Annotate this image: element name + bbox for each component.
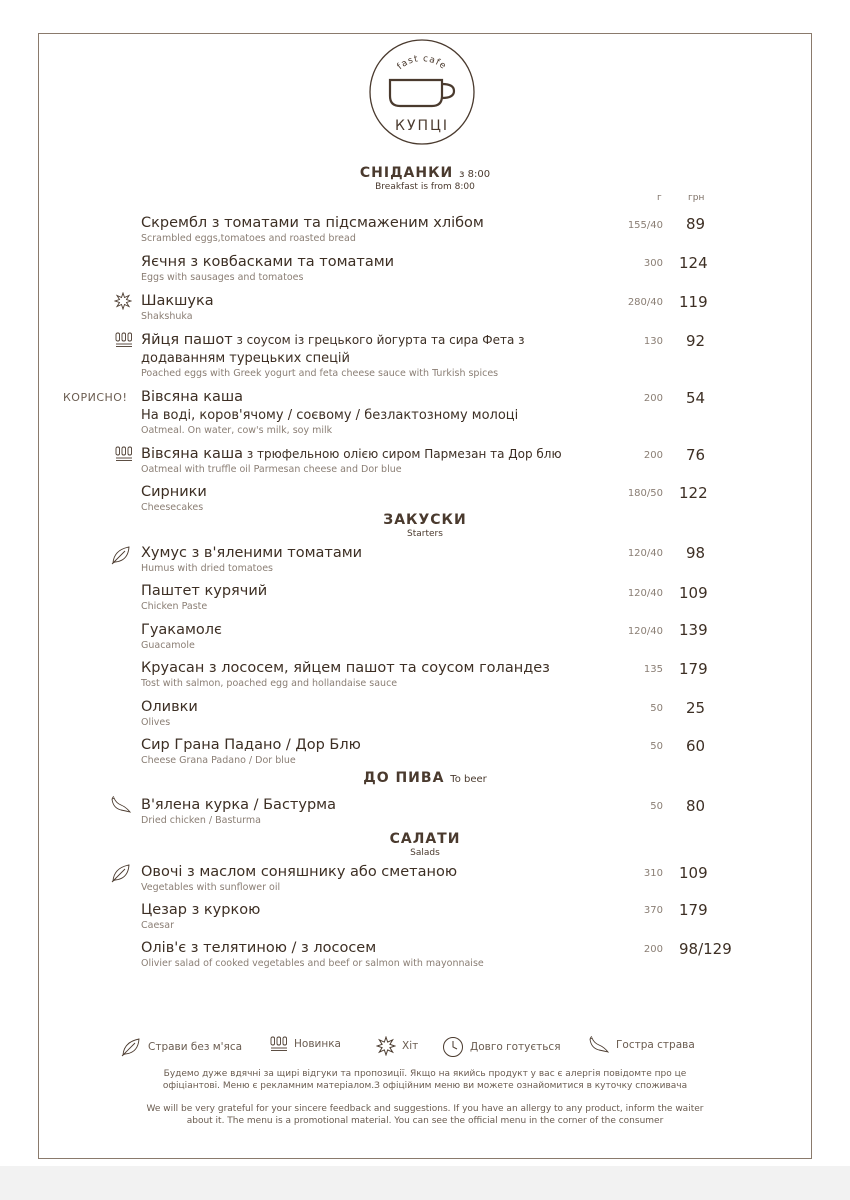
legend-label: Новинка [294,1038,341,1050]
page-bottom-strip [0,1166,850,1200]
item-desc: з соусом із грецького йогурта та сира Фета з [232,333,525,347]
item-weight: 50 [650,801,663,812]
section-beer-title [0,770,850,786]
item-en: Humus with dried tomatoes [141,563,273,574]
item-en: Guacamole [141,640,195,651]
item-name: Гуакамолє [141,622,222,638]
item-en: Olivier salad of cooked vegetables and beef or salmon with mayonnaise [141,958,484,969]
item-weight: 300 [643,258,663,269]
item-weight: 50 [650,703,663,714]
item-en: Olives [141,717,171,728]
item-name: Олів'є з телятиною / з лососем [141,940,377,956]
item-price: 25 [686,699,706,717]
beer-title-text: ДО ПИВА [363,770,445,786]
legend-label: Хіт [402,1040,419,1052]
menu-item [141,292,611,323]
menu-item [141,621,611,652]
item-name: В'ялена курка / Бастурма [141,797,336,813]
legend-slow [442,1036,561,1058]
legend-new [270,1036,341,1052]
section-breakfast-title [0,165,850,181]
healthy-mark: КОРИСНО! [63,391,128,404]
logo-tagline: fast cafe [395,54,449,73]
menu-item [141,445,611,476]
item-en: Dried chicken / Basturma [141,815,261,826]
item-price: 54 [686,389,706,407]
menu-item [141,659,611,690]
item-name: Яєчня з ковбасками та томатами [141,254,395,270]
item-name-line [141,331,611,350]
vegetarian-icon [120,1036,142,1058]
item-weight: 200 [643,393,663,404]
new-icon [270,1036,288,1052]
item-en: Oatmeal. On water, cow's milk, soy milk [141,425,333,436]
item-weight: 155/40 [627,220,663,231]
item-price: 98 [686,544,706,562]
item-name: Яйця пашот [141,332,233,348]
item-price: 109 [679,584,708,602]
item-weight: 310 [643,868,663,879]
item-weight: 200 [643,450,663,461]
item-name: Хумус з в'яленими томатами [141,545,363,561]
section-starters-title: ЗАКУСКИ [383,512,467,528]
item-en: Caesar [141,920,174,931]
column-weight-header: г [657,193,662,203]
legend-spicy [588,1036,695,1054]
item-weight: 370 [643,905,663,916]
item-price: 119 [679,293,708,311]
section-salads-title: САЛАТИ [389,831,461,847]
item-name: Скрембл з томатами та підсмаженим хлібом [141,215,484,231]
item-en: Oatmeal with truffle oil Parmesan cheese and Dor blue [141,464,402,475]
vegetarian-icon [110,862,132,884]
item-price: 109 [679,864,708,882]
menu-item [141,698,611,729]
item-name: Шакшука [141,293,214,309]
breakfast-from: з 8:00 [459,169,491,180]
item-price: 179 [679,901,708,919]
menu-item [141,483,611,514]
menu-item [141,939,611,970]
item-en: Scrambled eggs,tomatoes and roasted bread [141,233,356,244]
menu-item [141,214,611,245]
item-name: Цезар з куркою [141,902,261,918]
item-name: Оливки [141,699,198,715]
menu-item [141,253,611,284]
item-en: Cheese Grana Padano / Dor blue [141,755,296,766]
salads-subtitle: Salads [410,848,440,858]
new-icon [115,446,133,462]
legend [0,1036,850,1060]
item-price: 139 [679,621,708,639]
legend-label: Гостра страва [616,1039,695,1051]
starters-subtitle: Starters [407,529,443,539]
svg-text:fast cafe [396,54,449,72]
item-name: Сирники [141,484,207,500]
item-price: 89 [686,215,706,233]
vegetarian-icon [110,544,132,566]
item-price: 179 [679,660,708,678]
menu-item [141,901,611,932]
spicy-icon [588,1036,610,1054]
item-name: Овочі з маслом соняшнику або сметаною [141,864,458,880]
note-en: We will be very grateful for your sincere feedback and suggestions. If you have an allergy to any product, inform the waiter about it. The menu is a promotional material. You can see the official menu in the corner of the consumer [146,1104,704,1126]
item-price: 92 [686,332,706,350]
item-name: Круасан з лососем, яйцем пашот та соусом голандез [141,660,550,676]
item-name: Вівсяна каша [141,446,243,462]
legend-label: Довго готується [470,1041,561,1053]
hit-icon [376,1036,396,1056]
legend-vegetarian [120,1036,242,1058]
hit-icon [114,292,132,310]
item-price: 98/129 [679,940,732,958]
note-ua: Будемо дуже вдячні за щирі відгуки та пропозиції. Якщо на якийсь продукт у вас є алергія повідомте про це офіціантові. Меню є рекламним матеріалом.З офіційним меню ви можете ознайомитися в куточку споживача [162,1069,688,1091]
item-desc-line2: додаванням турецьких спецій [141,351,350,366]
item-weight: 120/40 [627,588,663,599]
item-desc: з трюфельною олією сиром Пармезан та Дор блю [243,447,562,461]
menu-item [141,331,611,380]
menu-item [141,582,611,613]
item-weight: 120/40 [627,548,663,559]
logo-name: КУПЦІ [395,118,449,134]
item-en: Shakshuka [141,311,193,322]
column-price-header: грн [688,193,705,203]
item-en: Cheesecakes [141,502,204,513]
item-weight: 200 [643,944,663,955]
menu-item [141,736,611,767]
legend-label: Страви без м'яса [148,1041,243,1053]
item-desc-line2: На воді, коров'ячому / соєвому / безлактозному молоці [141,408,519,423]
item-en: Chicken Paste [141,601,208,612]
item-weight: 120/40 [627,626,663,637]
item-price: 60 [686,737,706,755]
item-name-line [141,445,611,464]
item-name: Вівсяна каша [141,389,243,405]
clock-icon [442,1036,464,1058]
breakfast-subtitle: Breakfast is from 8:00 [375,182,475,192]
logo [368,38,476,146]
beer-tag: To beer [450,774,487,785]
menu-item [141,796,611,827]
item-en: Poached eggs with Greek yogurt and feta cheese sauce with Turkish spices [141,368,499,379]
item-price: 80 [686,797,706,815]
breakfast-title-text: СНІДАНКИ [359,165,454,181]
spicy-icon [110,796,132,814]
item-en: Eggs with sausages and tomatoes [141,272,304,283]
item-weight: 280/40 [627,297,663,308]
new-icon [115,332,133,348]
menu-item [141,544,611,575]
item-en: Vegetables with sunflower oil [141,882,281,893]
menu-item [141,388,611,437]
item-name: Сир Грана Падано / Дор Блю [141,737,361,753]
item-weight: 180/50 [627,488,663,499]
item-weight: 130 [643,336,663,347]
menu-item [141,863,611,894]
item-weight: 135 [643,664,663,675]
item-weight: 50 [650,741,663,752]
item-en: Tost with salmon, poached egg and hollandaise sauce [141,678,398,689]
item-price: 122 [679,484,708,502]
item-price: 124 [679,254,708,272]
item-name: Паштет курячий [141,583,268,599]
legend-hit [376,1036,418,1056]
item-price: 76 [686,446,706,464]
